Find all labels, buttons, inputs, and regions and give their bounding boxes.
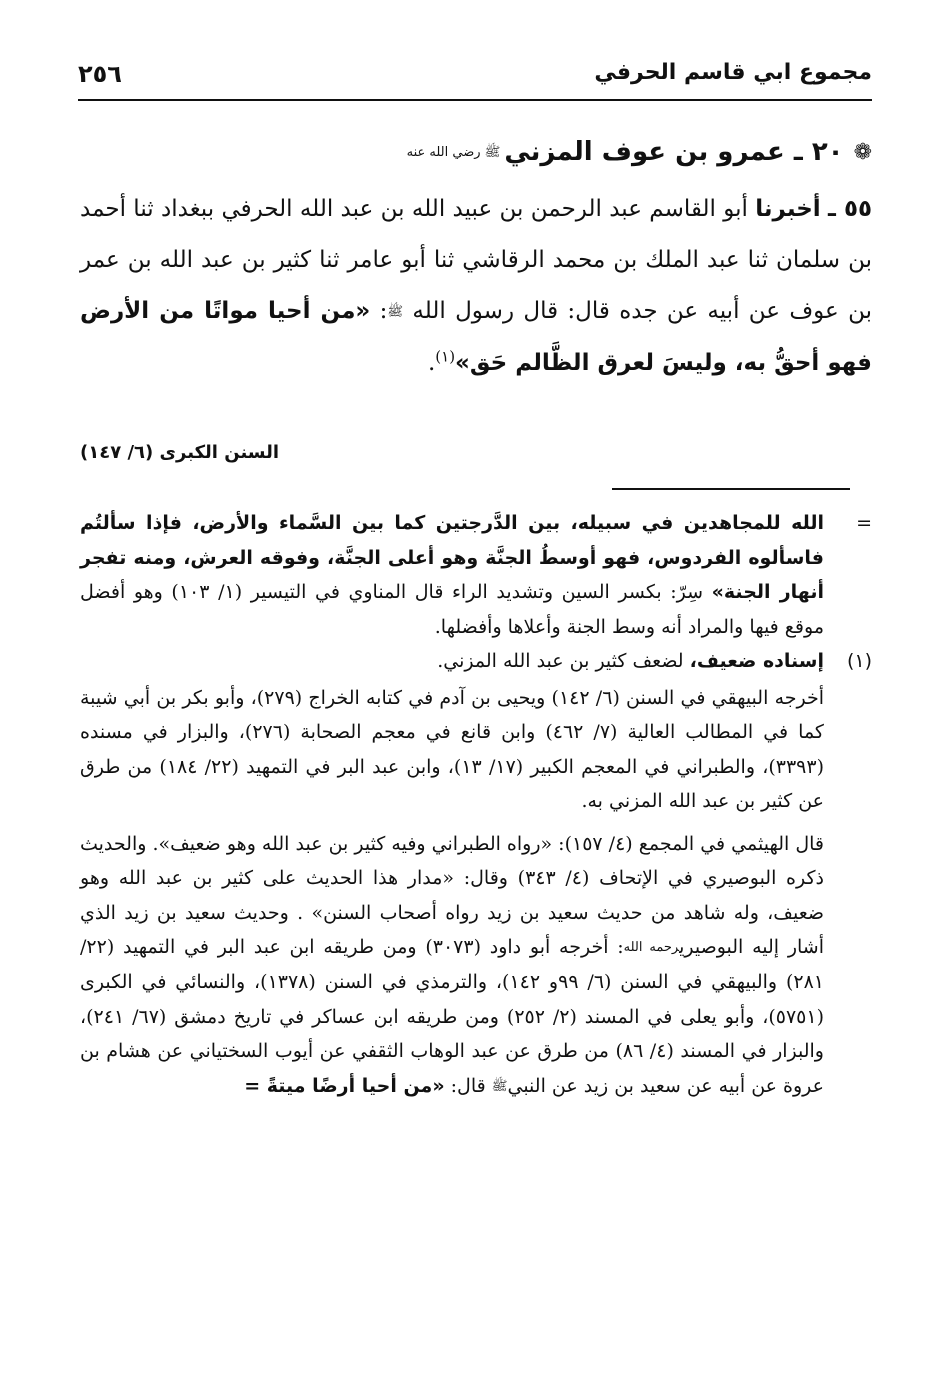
matn-prefix: : (379, 298, 388, 324)
hadith-lead: أخبرنا (755, 196, 821, 222)
salutation-glyph: ﷺ (387, 304, 404, 320)
rahimahullah-glyph: رحمه الله (623, 939, 680, 955)
header-rule (78, 99, 872, 101)
flower-icon: ❁ (853, 139, 872, 165)
para3-part-b: : أخرجه أبو داود (٣٠٧٣) ومن طريقه ابن عبد البر في التمهيد (٢٢/ ٢٨١) والبيهقي في السنن (٦/ ٩٩و ١٤٢)، والترمذي في السنن (١٣٧٨)، والنسائي في الكبرى (٥٧٥١)، وأبو يعلى في المسند (٢/ ٢٥٢) ومن طريقه ابن عساكر في تاريخ دمشق (٦٧/ ٢٤١)، والبزار في المسند (٤/ ٨٦) من طرق عن عبد الوهاب الثقفي عن أيوب السختياني عن هشام بن عروة عن أبيه عن سعيد بن زيد عن النبي (80, 936, 824, 1097)
footnote-1-text: لضعف كثير بن عبد الله المزني. (437, 650, 684, 672)
continuation-mark: = (856, 512, 872, 534)
para3-part-c: قال: (450, 1074, 492, 1097)
page-number: ٢٥٦ (78, 60, 122, 88)
footnote-continuation (80, 506, 872, 644)
section-heading (78, 132, 872, 173)
hadith-text (80, 184, 872, 389)
footnote-1-mark: (١) (846, 650, 872, 672)
section-title: ٢٠ ـ عمرو بن عوف المزني (504, 137, 844, 167)
continuation-bold: الله للمجاهدين في سبيله، بين الدَّرجتين كما بين السَّماء والأرض، فإذا سألتُم فاسألوه الفردوس، فهو أوسطُ الجنَّة وهو أعلى الجنَّة، وفوقه العرش، ومنه تفجر أنهار الجنة» (80, 512, 824, 603)
footnote-1-verdict: إسناده ضعيف، (689, 650, 824, 672)
page-header (78, 56, 872, 100)
honorific-glyph: ﷺ رضي الله عنه (406, 144, 501, 160)
para3-part-a: قال الهيثمي في المجمع (٤/ ١٥٧): «رواه الطبراني وفيه كثير بن عبد الله وهو ضعيف». والحديث ذكره البوصيري في الإتحاف (٤/ ٣٤٣) وقال: «مدار هذا الحديث على كثير بن عبد الله وهو ضعيف، وله شاهد من حديث سعيد بن زيد رواه أصحاب السنن» . وحديث سعيد بن زيد الذي أشار إليه البوصيري (79, 832, 824, 958)
footnote-rule (612, 488, 850, 490)
footnotes (80, 506, 872, 1104)
salutation-glyph-2: ﷺ (491, 1078, 508, 1094)
footnote-paragraph-takhrij: أخرجه البيهقي في السنن (٦/ ١٤٢) ويحيى بن آدم في كتابه الخراج (٢٧٩)، وأبو بكر بن أبي شيبة كما في المطالب العالية (٧/ ٤٦٢) وابن قانع في معجم الصحابة (٢٧٦)، والبزار في مسنده (٣٣٩٣)، والطبراني في المعجم الكبير (١٧/ ١٣)، وابن عبد البر في التمهيد (٢٢/ ١٨٤) من طرق عن كثير بن عبد الله المزني به. (80, 686, 825, 812)
running-title: مجموع ابي قاسم الحرفي (594, 60, 872, 85)
footnote-paragraph-haythami (80, 827, 872, 1105)
source-reference: السنن الكبرى (٦/ ١٤٧) (80, 442, 280, 463)
hadith-end: . (427, 349, 436, 376)
footnote-1 (80, 644, 872, 679)
hadith-isnad: أبو القاسم عبد الرحمن بن عبيد الله بن عبد الله الحرفي ببغداد ثنا أحمد بن سلمان ثنا عبد الملك بن محمد الرقاشي ثنا أبو عامر ثنا كثير بن عبد الله بن عمر بن عوف عن أبيه عن جده قال: قال رسول الله (80, 196, 873, 324)
hadith-matn: «من أحيا مواتًا من الأرض فهو أحقُّ به، وليسَ لعرق الظَّالم حَق» (80, 298, 872, 376)
hadith-number: ٥٥ ـ (828, 196, 873, 222)
continuation-rest: سِرّ: بكسر السين وتشديد الراء قال المناوي في التيسير (١/ ١٠٣) وهو أفضل موقع فيها والمراد أنه وسط الجنة وأعلاها وأفضلها. (80, 581, 824, 638)
footnote-ref[interactable]: (١) (435, 346, 456, 365)
para3-bold-end: «من أحيا أرضًا ميتةً = (244, 1074, 445, 1097)
